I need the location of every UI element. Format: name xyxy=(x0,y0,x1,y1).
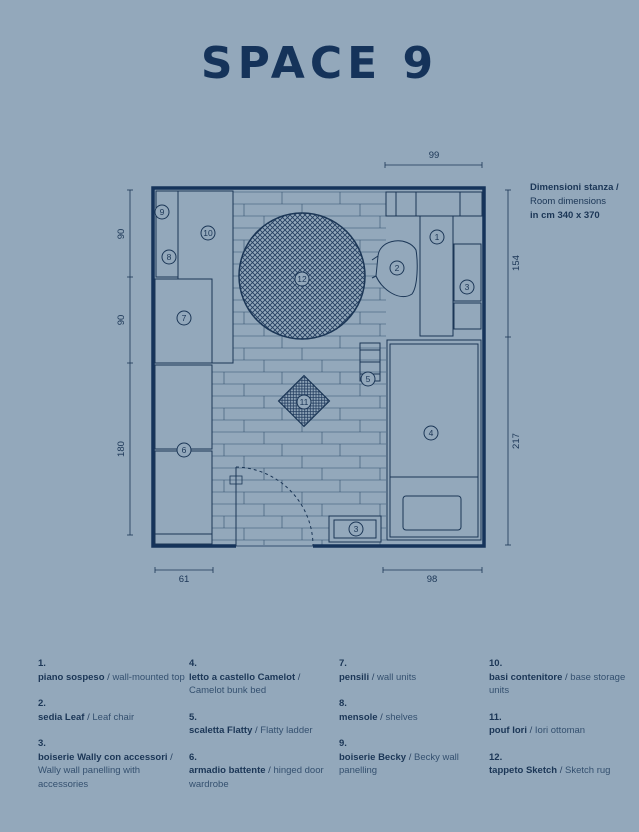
legend-english-name: Leaf chair xyxy=(92,711,135,723)
legend-item: 3. boiserie Wally con accessori / Wally wall panelling with accessories xyxy=(38,737,186,791)
legend-english-name: Flatty ladder xyxy=(260,725,313,736)
marker-label: 1 xyxy=(434,232,440,242)
marker-5 xyxy=(361,372,375,386)
legend-column-3 xyxy=(339,657,487,791)
marker-10 xyxy=(201,226,215,240)
room-note-line3: in cm 340 x 370 xyxy=(530,210,600,221)
dim-bottom-right: 98 xyxy=(426,574,438,585)
dim-top-right: 99 xyxy=(428,150,440,161)
legend-column-1 xyxy=(38,657,186,804)
marker-label: 5 xyxy=(365,374,371,384)
marker-3 xyxy=(460,280,474,294)
legend-english-name: Wally wall panelling with accessories xyxy=(38,765,141,790)
legend-english-name: hinged door wardrobe xyxy=(189,765,324,790)
legend-english-name: wall units xyxy=(377,671,417,683)
marker-3 xyxy=(349,522,363,536)
legend-column-4 xyxy=(489,657,637,791)
legend-english-name: shelves xyxy=(385,711,418,723)
marker-7 xyxy=(177,311,191,325)
marker-label: 3 xyxy=(464,282,470,292)
legend-english-name: Iori ottoman xyxy=(534,725,586,736)
bunk-bed xyxy=(387,340,481,540)
dim-left-top: 90 xyxy=(116,228,127,240)
marker-11 xyxy=(297,395,311,409)
marker-1 xyxy=(430,230,444,244)
legend-english-name: Camelot bunk bed xyxy=(189,685,267,696)
dim-left-bottom: 180 xyxy=(116,441,127,457)
marker-label: 9 xyxy=(159,207,165,217)
legend-italian-name: pouf Iori xyxy=(489,725,527,736)
marker-12 xyxy=(295,272,309,286)
legend-number: 7. xyxy=(339,658,347,669)
legend-item: 6. armadio battente / hinged door wardrobe xyxy=(189,751,337,792)
marker-label: 8 xyxy=(166,252,172,262)
dim-right-top: 154 xyxy=(511,255,522,271)
legend-italian-name: tappeto Sketch xyxy=(489,765,558,776)
legend-number: 8. xyxy=(339,698,347,709)
legend-item: 7. pensili / wall units xyxy=(339,657,487,684)
marker-label: 10 xyxy=(203,228,213,238)
legend-italian-name: letto a castello Camelot xyxy=(189,671,296,683)
marker-label: 3 xyxy=(353,524,359,534)
marker-8 xyxy=(162,250,176,264)
legend-column-2 xyxy=(189,657,337,804)
legend-italian-name: pensili xyxy=(339,671,370,683)
legend-italian-name: piano sospeso xyxy=(38,671,105,683)
marker-9 xyxy=(155,205,169,219)
legend-english-name: wall-mounted top xyxy=(112,671,185,683)
legend-item: 1. piano sospeso / wall-mounted top xyxy=(38,658,185,683)
marker-4 xyxy=(424,426,438,440)
room-note-line2: Room dimensions xyxy=(530,196,607,207)
legend-item: 10. basi contenitore / base storage units xyxy=(489,657,637,698)
legend-item: 4. letto a castello Camelot / Camelot bunk bed xyxy=(189,657,337,698)
legend-number: 11. xyxy=(489,711,502,723)
legend-italian-name: boiserie Becky xyxy=(339,751,407,763)
legend-number: 10. xyxy=(489,658,503,669)
page-title: SPACE 9 xyxy=(200,38,439,89)
marker-label: 12 xyxy=(297,274,307,284)
dim-left-mid: 90 xyxy=(116,314,127,326)
legend-italian-name: armadio battente xyxy=(189,765,266,776)
marker-label: 7 xyxy=(181,313,187,323)
legend-item: 5. scaletta Flatty / Flatty ladder xyxy=(189,711,337,738)
marker-2 xyxy=(390,261,404,275)
legend-number: 2. xyxy=(38,698,46,709)
legend-number: 3. xyxy=(38,738,46,749)
legend-italian-name: boiserie Wally con accessori xyxy=(38,751,168,763)
legend-english-name: Becky wall panelling xyxy=(339,751,459,776)
legend-italian-name: scaletta Flatty xyxy=(189,725,253,736)
desk-area xyxy=(372,192,482,336)
legend-item: 11. pouf Iori / Iori ottoman xyxy=(489,711,637,738)
legend-number: 12. xyxy=(489,751,503,763)
legend-number: 4. xyxy=(189,658,197,669)
marker-label: 2 xyxy=(394,263,400,273)
legend-english-name: Sketch rug xyxy=(565,765,611,776)
dim-right-bottom: 217 xyxy=(511,433,522,449)
door xyxy=(230,467,313,546)
room-note-line1: Dimensioni stanza / xyxy=(530,182,619,193)
legend-english-name: base storage units xyxy=(489,671,626,696)
legend-number: 5. xyxy=(189,711,197,723)
marker-6 xyxy=(177,443,191,457)
legend-item: 12. tappeto Sketch / Sketch rug xyxy=(489,751,637,778)
legend-italian-name: basi contenitore xyxy=(489,671,563,683)
legend-italian-name: sedia Leaf xyxy=(38,711,85,723)
marker-label: 6 xyxy=(181,445,187,455)
left-furniture xyxy=(155,191,233,544)
marker-label: 11 xyxy=(299,397,309,407)
legend-item: 2. sedia Leaf / Leaf chair xyxy=(38,697,186,724)
legend-number: 6. xyxy=(189,751,197,763)
dim-bottom-left: 61 xyxy=(178,574,190,585)
legend-item: 8. mensole / shelves xyxy=(339,697,487,724)
legend-number: 1. xyxy=(38,658,46,669)
legend-item: 9. boiserie Becky / Becky wall panelling xyxy=(339,737,487,778)
legend-number: 9. xyxy=(339,738,347,749)
marker-label: 4 xyxy=(428,428,434,438)
legend-italian-name: mensole xyxy=(339,711,378,723)
